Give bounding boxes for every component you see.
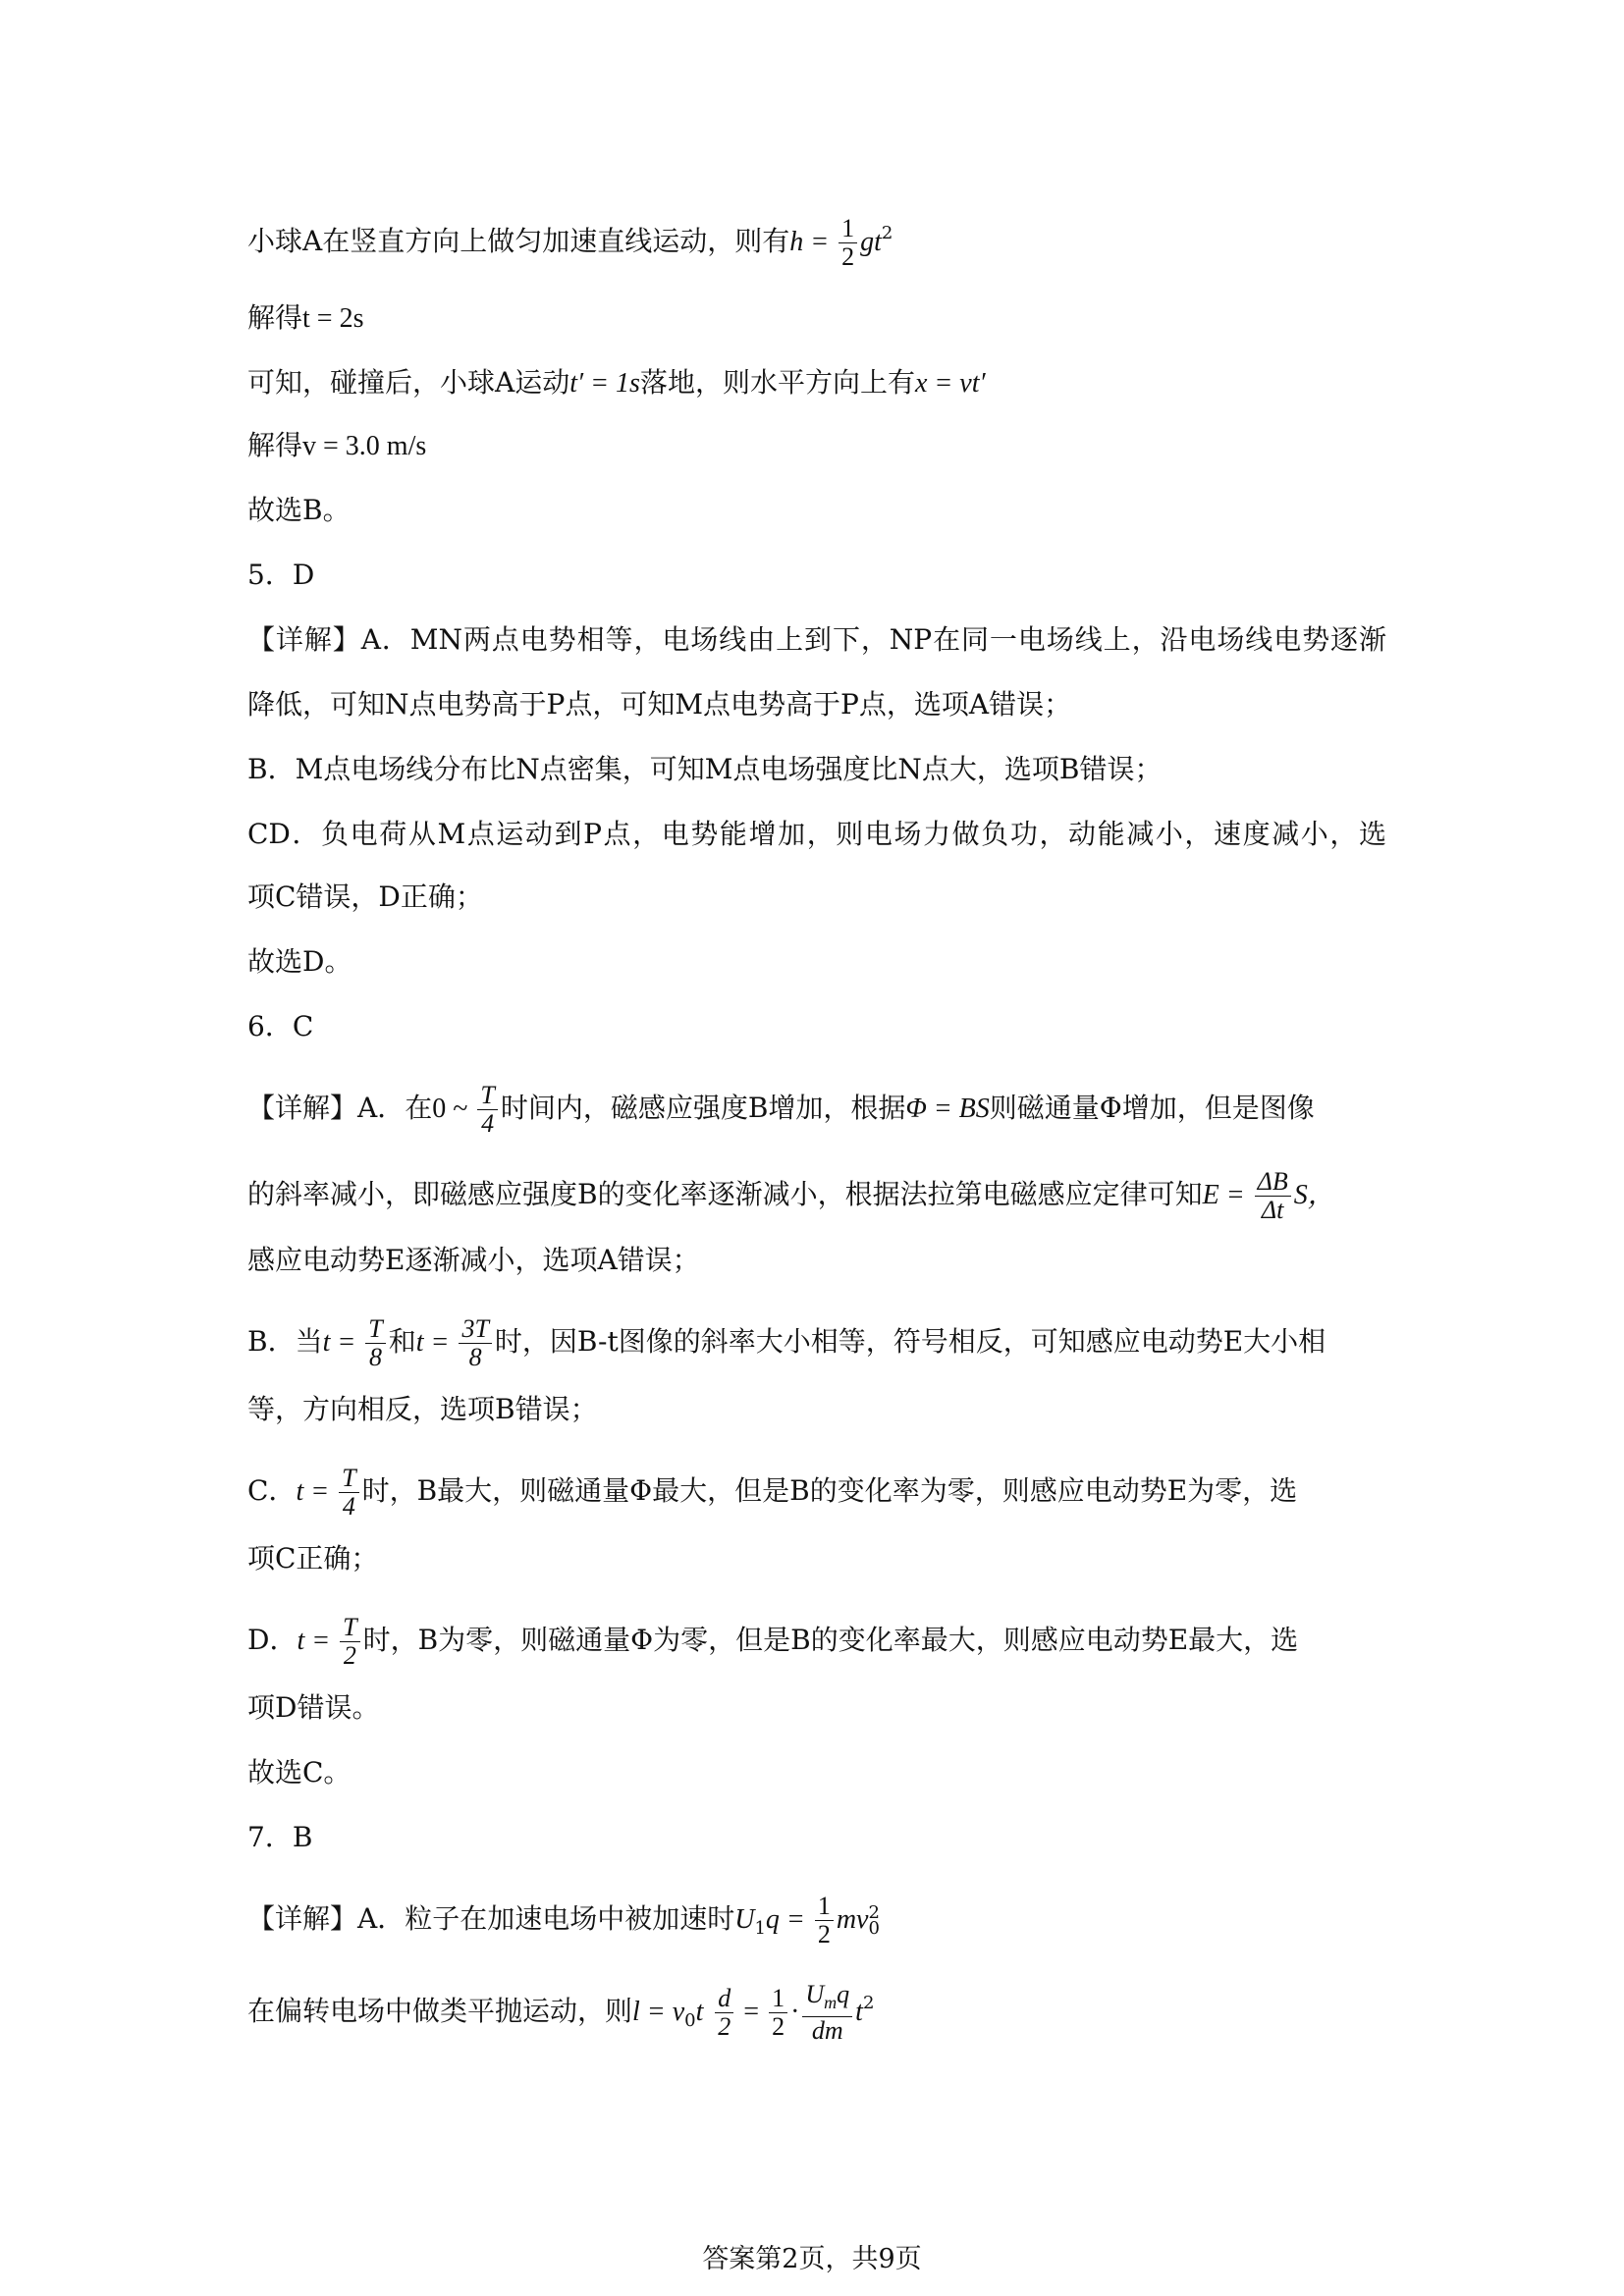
line-text: 【详解】A．在 <box>247 1092 433 1124</box>
formula: v = 3.0 m/s <box>302 431 427 461</box>
question-number-6: 6．C <box>247 1010 314 1042</box>
line-text: C． <box>247 1474 297 1507</box>
text-line-10: CD．负电荷从M点运动到P点，电势能增加，则电场力做负功，动能减小，速度减小，选 <box>247 818 1386 850</box>
text-line-25 <box>247 1893 1386 1949</box>
subscript: 0 <box>684 2010 696 2031</box>
text-line-12: 故选D。 <box>247 945 352 978</box>
line-text: 和 <box>388 1325 416 1358</box>
fraction: $\frac{T}{2}$ <box>340 1614 359 1670</box>
line-text: 落地，则水平方向上有 <box>639 366 915 399</box>
formula: · <box>790 1997 800 2027</box>
exponent: 2 <box>881 223 893 243</box>
formula: t = <box>322 1327 363 1358</box>
line-text: 时，B为零，则磁通量Φ为零，但是B的变化率最大，则感应电动势E最大，选 <box>362 1624 1299 1656</box>
line-text: B．当 <box>247 1325 323 1358</box>
formula: l = v <box>632 1997 685 2027</box>
text-line-2 <box>247 298 1386 339</box>
text-line-21 <box>247 1614 1386 1670</box>
script-stack: 2 0 <box>868 1901 880 1939</box>
text-line-7: 【详解】A．MN两点电势相等，电场线由上到下，NP在同一电场线上，沿电场线电势逐渐 <box>247 623 1386 656</box>
fraction: $\frac{T}{4}$ <box>339 1465 358 1521</box>
text-line-23: 故选C。 <box>247 1756 352 1789</box>
text-line-22: 项D错误。 <box>247 1691 380 1724</box>
formula: t <box>695 1997 704 2027</box>
text-line-18: 等，方向相反，选项B错误； <box>247 1393 598 1425</box>
fraction: $\frac{T}{4}$ <box>477 1082 497 1138</box>
line-text: 可知，碰撞后，小球A运动 <box>247 366 570 399</box>
text-line-9: B．M点电场线分布比N点密集，可知M点电场强度比N点大，选项B错误； <box>247 753 1163 785</box>
formula: Φ = BS <box>905 1094 990 1124</box>
text-line-16: 感应电动势E逐渐减小，选项A错误； <box>247 1244 700 1276</box>
text-line-17 <box>247 1315 1386 1371</box>
text-line-8: 降低，可知N点电势高于P点，可知M点电势高于P点，选项A错误； <box>247 688 1072 721</box>
line-text: 在偏转电场中做类平抛运动，则 <box>247 1995 633 2027</box>
formula: t = 2s <box>302 303 364 334</box>
formula: U <box>734 1904 755 1935</box>
fraction: $\frac{1}{2}$ <box>769 1985 787 2041</box>
line-text: 则磁通量Φ增加，但是图像 <box>989 1092 1315 1124</box>
line-text: 时，B最大，则磁通量Φ最大，但是B的变化率为零，则感应电动势E为零，选 <box>361 1474 1298 1507</box>
line-text: D． <box>247 1624 298 1656</box>
formula: mv <box>836 1904 869 1935</box>
text-line-26 <box>247 1981 1386 2045</box>
formula: x = vt′ <box>914 368 986 399</box>
fraction: $\frac{3T}{8}$ <box>459 1315 491 1371</box>
line-text: 时间内，磁感应强度B增加，根据 <box>500 1092 906 1124</box>
formula: S， <box>1293 1180 1335 1210</box>
question-number-7: 7．B <box>247 1821 313 1853</box>
formula: 0 ~ <box>432 1094 475 1124</box>
fraction: $\frac{U_mq}{dm}$ <box>802 1981 852 2045</box>
line-text: 的斜率减小，即磁感应强度B的变化率逐渐减小，根据法拉第电磁感应定律可知 <box>247 1178 1203 1210</box>
question-number-5: 5．D <box>247 559 315 591</box>
formula: h = <box>789 227 837 257</box>
text-line-19 <box>247 1465 1386 1521</box>
formula: t′ = 1s <box>569 368 640 399</box>
text-line-4 <box>247 426 1386 466</box>
formula: t = <box>296 1476 337 1507</box>
fraction: $\frac{\Delta B}{\Delta t}$ <box>1255 1168 1291 1224</box>
text-line-5: 故选B。 <box>247 494 351 526</box>
formula: t = <box>297 1626 338 1656</box>
text-line-14 <box>247 1082 1386 1138</box>
formula: t <box>855 1997 863 2027</box>
fraction: $\frac{1}{2}$ <box>839 215 857 271</box>
line-text: 【详解】A．粒子在加速电场中被加速时 <box>247 1902 735 1935</box>
text-line-11: 项C错误，D正确； <box>247 881 483 913</box>
line-text: 时，因B-t图像的斜率大小相等，符号相反，可知感应电动势E大小相 <box>494 1325 1326 1358</box>
formula: E = <box>1202 1180 1252 1210</box>
line-text: 小球A在竖直方向上做匀加速直线运动，则有 <box>247 225 790 257</box>
fraction: $\frac{d}{2}$ <box>715 1985 733 2041</box>
exponent: 2 <box>862 1993 875 2013</box>
formula: q = <box>765 1904 812 1935</box>
line-text: 解得 <box>247 429 303 461</box>
fraction: $\frac{1}{2}$ <box>815 1893 834 1949</box>
text-line-15 <box>247 1168 1386 1224</box>
fraction: $\frac{T}{8}$ <box>365 1315 385 1371</box>
text-line-3 <box>247 363 1386 403</box>
page-footer: 答案第2页，共9页 <box>702 2244 922 2274</box>
text-line-1 <box>247 214 1386 271</box>
formula: t = <box>415 1327 457 1358</box>
formula: = <box>736 1997 767 2027</box>
line-text: 解得 <box>247 301 303 334</box>
formula: gt <box>860 227 882 257</box>
subscript: 1 <box>754 1918 766 1939</box>
text-line-20: 项C正确； <box>247 1542 379 1575</box>
